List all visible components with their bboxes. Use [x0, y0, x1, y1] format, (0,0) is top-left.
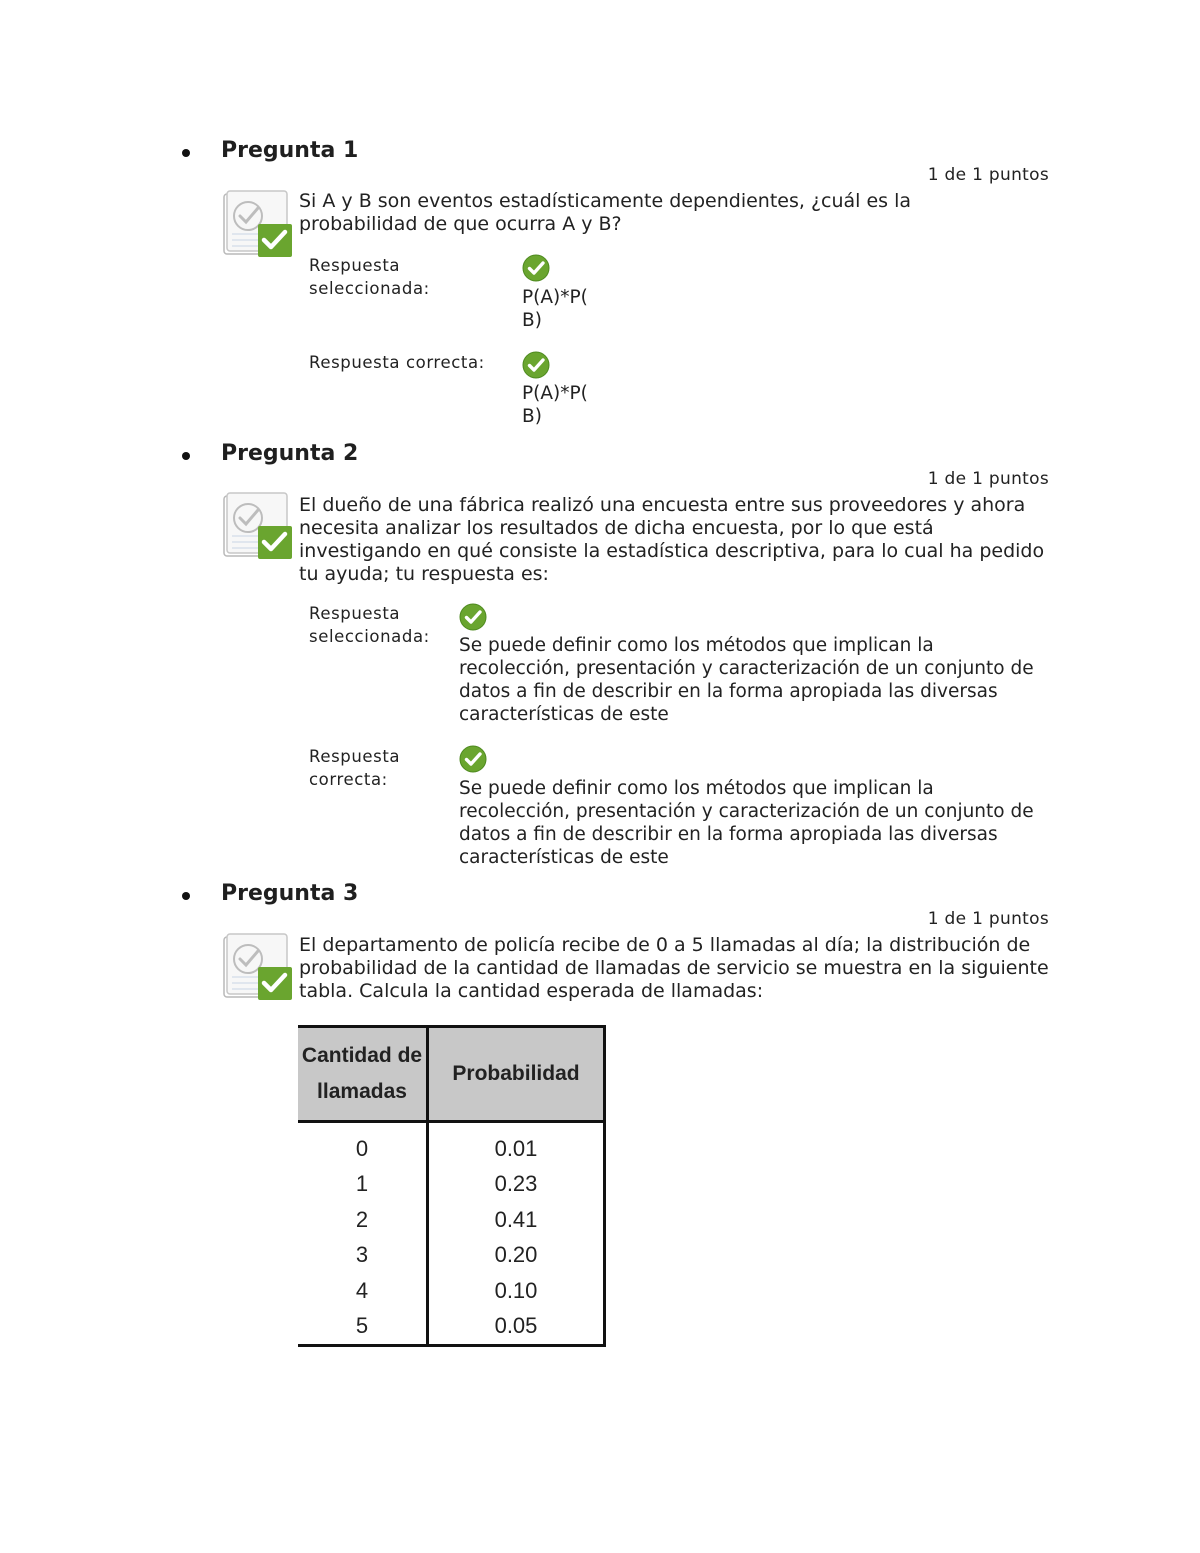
- correct-check-icon: [522, 254, 550, 282]
- calls-cell: 2: [298, 1202, 428, 1238]
- calls-cell: 3: [298, 1238, 428, 1274]
- table-header-calls: Cantidad de llamadas: [298, 1027, 428, 1122]
- question-points: 1 de 1 puntos: [927, 909, 1049, 929]
- graded-correct-icon: [222, 933, 294, 1001]
- correct-check-icon: [459, 745, 487, 773]
- question-text: El dueño de una fábrica realizó una encuesta entre sus proveedores y ahora necesita analizar los resultados de dicha encuesta, por lo que está investigando en qué consiste la estadística descriptiva, para lo cual ha pedido tu ayuda; tu respuesta es:: [299, 494, 1045, 585]
- correct-check-icon: [459, 603, 487, 631]
- correct-check-icon: [522, 351, 550, 379]
- calls-cell: 0: [298, 1122, 428, 1167]
- calls-cell: 1: [298, 1167, 428, 1203]
- bullet: [182, 149, 190, 157]
- question-title: Pregunta 3: [221, 881, 359, 906]
- calls-cell: 4: [298, 1273, 428, 1309]
- table-row: [298, 1202, 605, 1238]
- prob-cell: 0.23: [428, 1167, 605, 1203]
- table-row: [298, 1122, 605, 1167]
- question-title: Pregunta 1: [221, 138, 359, 163]
- selected-answer: Se puede definir como los métodos que implican la recolección, presentación y caracterización de un conjunto de datos a fin de describir en la forma apropiada las diversas características de este: [459, 635, 1034, 725]
- question-points: 1 de 1 puntos: [927, 165, 1049, 185]
- prob-cell: 0.10: [428, 1273, 605, 1309]
- question-text: Si A y B son eventos estadísticamente dependientes, ¿cuál es la probabilidad de que ocurra A y B?: [299, 190, 912, 235]
- bullet: [182, 452, 190, 460]
- correct-answer: P(A)*P( B): [522, 383, 588, 427]
- table-header-probability: Probabilidad: [428, 1027, 605, 1122]
- table-row: [298, 1238, 605, 1274]
- correct-answer-label: Respuesta correcta:: [309, 747, 401, 789]
- selected-answer: P(A)*P( B): [522, 287, 588, 331]
- bullet: [182, 892, 190, 900]
- table-row: [298, 1167, 605, 1203]
- graded-correct-icon: [222, 492, 294, 560]
- prob-cell: 0.20: [428, 1238, 605, 1274]
- question-points: 1 de 1 puntos: [927, 469, 1049, 489]
- correct-answer: Se puede definir como los métodos que implican la recolección, presentación y caracterización de un conjunto de datos a fin de describir en la forma apropiada las diversas características de este: [459, 778, 1034, 868]
- question-title: Pregunta 2: [221, 441, 359, 466]
- question-text: El departamento de policía recibe de 0 a 5 llamadas al día; la distribución de probabilidad de la cantidad de llamadas de servicio se muestra en la siguiente tabla. Calcula la cantidad esperada de llamadas:: [299, 934, 1049, 1002]
- correct-answer-label: Respuesta correcta:: [309, 353, 485, 372]
- table-row: [298, 1273, 605, 1309]
- calls-cell: 5: [298, 1309, 428, 1346]
- selected-answer-label: Respuesta seleccionada:: [309, 604, 430, 646]
- table-row: [298, 1309, 605, 1346]
- prob-cell: 0.01: [428, 1122, 605, 1167]
- probability-table: [298, 1025, 606, 1347]
- graded-correct-icon: [222, 190, 294, 258]
- prob-cell: 0.05: [428, 1309, 605, 1346]
- prob-cell: 0.41: [428, 1202, 605, 1238]
- selected-answer-label: Respuesta seleccionada:: [309, 256, 430, 298]
